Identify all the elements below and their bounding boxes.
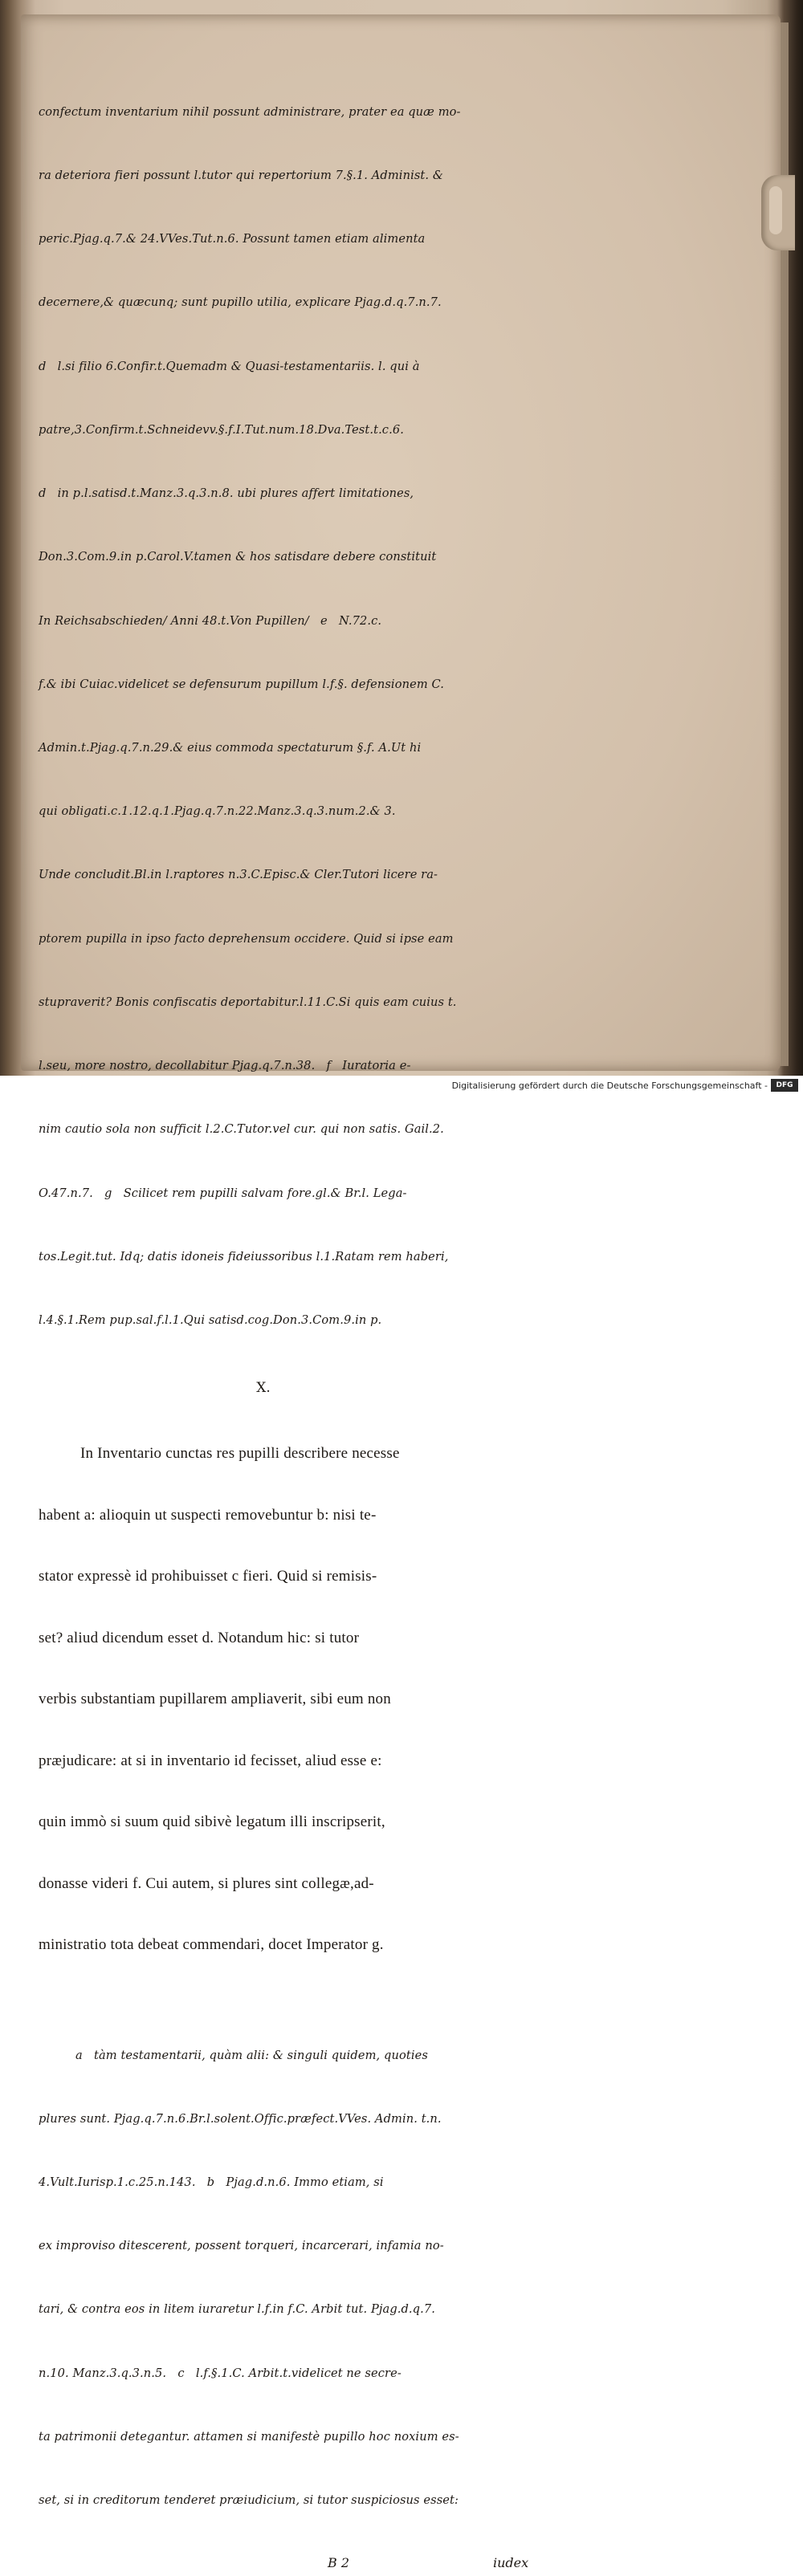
note-line: a tàm testamentarii, quàm alii: & singuli quidem, quoties bbox=[75, 2048, 428, 2062]
note-line: set, si in creditorum tenderet præiudicium, si tutor suspiciosus esset: bbox=[39, 2493, 459, 2508]
note-line: d l.si filio 6.Confir.t.Quemadm & Quasi-testamentariis. l. qui à bbox=[39, 359, 420, 373]
note-line: d in p.l.satisd.t.Manz.3.q.3.n.8. ubi plures affert limitationes, bbox=[39, 486, 414, 501]
body-line: ministratio tota debeat commendari, docet Imperator g. bbox=[39, 1936, 384, 1954]
note-line: tari, & contra eos in litem iuraretur l.f.in f.C. Arbit tut. Pjag.d.q.7. bbox=[39, 2302, 435, 2317]
note-line: f.& ibi Cuiac.videlicet se defensurum pupillum l.f.§. defensionem C. bbox=[39, 677, 444, 691]
page-text bbox=[39, 59, 536, 2576]
note-line: peric.Pjag.q.7.& 24.VVes.Tut.n.6. Possunt tamen etiam alimenta bbox=[39, 232, 426, 246]
body-line: verbis substantiam pupillarem ampliaverit, sibi eum non bbox=[39, 1691, 391, 1708]
note-line: stupraverit? Bonis confiscatis deportabitur.l.11.C.Si quis eam cuius t. bbox=[39, 995, 457, 1009]
body-line: stator expressè id prohibuisset c fieri. Quid si remisis- bbox=[39, 1568, 377, 1585]
section-heading: X. bbox=[256, 1380, 271, 1397]
page-clip-tab bbox=[769, 186, 782, 234]
note-line: patre,3.Confirm.t.Schneidevv.§.f.I.Tut.num.18.Dva.Test.t.c.6. bbox=[39, 422, 404, 437]
main-paragraph bbox=[39, 1402, 536, 1996]
note-line: l.4.§.1.Rem pup.sal.f.l.1.Qui satisd.cog.Don.3.Com.9.in p. bbox=[39, 1312, 382, 1327]
note-line: plures sunt. Pjag.q.7.n.6.Br.l.solent.Offic.præfect.VVes. Admin. t.n. bbox=[39, 2111, 442, 2126]
note-line: Don.3.Com.9.in p.Carol.V.tamen & hos satisdare debere constituit bbox=[39, 550, 437, 564]
footnotes-bottom bbox=[39, 2003, 536, 2554]
signature-mark: B 2 bbox=[328, 2555, 350, 2571]
body-line: præjudicare: at si in inventario id fecisset, aliud esse e: bbox=[39, 1752, 382, 1769]
note-line: O.47.n.7. g Scilicet rem pupilli salvam fore.gl.& Br.l. Lega- bbox=[39, 1186, 407, 1200]
note-line: Unde concludit.Bl.in l.raptores n.3.C.Episc.& Cler.Tutori licere ra- bbox=[39, 868, 438, 882]
note-line: confectum inventarium nihil possunt administrare, prater ea quæ mo- bbox=[39, 104, 461, 119]
note-line: qui obligati.c.1.12.q.1.Pjag.q.7.n.22.Manz.3.q.3.num.2.& 3. bbox=[39, 804, 396, 819]
note-line: l.seu, more nostro, decollabitur Pjag.q.7.n.38. f Iuratoria e- bbox=[39, 1059, 411, 1073]
page-foot bbox=[39, 2555, 536, 2576]
body-line: set? aliud dicendum esset d. Notandum hic: si tutor bbox=[39, 1629, 360, 1646]
footnotes-top bbox=[39, 59, 536, 1373]
note-line: 4.Vult.Iurisp.1.c.25.n.143. b Pjag.d.n.6. Immo etiam, si bbox=[39, 2175, 384, 2189]
body-line: habent a: alioquin ut suspecti removebuntur b: nisi te- bbox=[39, 1506, 377, 1524]
note-line: Admin.t.Pjag.q.7.n.29.& eius commoda spectaturum §.f. A.Ut hi bbox=[39, 741, 422, 755]
body-line: quin immò si suum quid sibivè legatum illi inscripserit, bbox=[39, 1813, 385, 1831]
funding-credit: Digitalisierung gefördert durch die Deutsche Forschungsgemeinschaft - bbox=[451, 1080, 768, 1091]
body-line: In Inventario cunctas res pupilli describere necesse bbox=[80, 1445, 400, 1463]
body-line: donasse videri f. Cui autem, si plures sint collegæ,ad- bbox=[39, 1874, 374, 1892]
note-line: ex improviso ditescerent, possent torqueri, incarcerari, infamia no- bbox=[39, 2239, 444, 2253]
note-line: n.10. Manz.3.q.3.n.5. c l.f.§.1.C. Arbit.t.videlicet ne secre- bbox=[39, 2366, 402, 2380]
note-line: In Reichsabschieden/ Anni 48.t.Von Pupillen/ e N.72.c. bbox=[39, 613, 382, 628]
note-line: tos.Legit.tut. Idq; datis idoneis fideiussoribus l.1.Ratam rem haberi, bbox=[39, 1249, 449, 1264]
digitization-footer bbox=[0, 1076, 803, 1097]
note-line: ptorem pupilla in ipso facto deprehensum occidere. Quid si ipse eam bbox=[39, 931, 454, 946]
dfg-logo[interactable]: DFG bbox=[771, 1079, 798, 1092]
catchword: iudex bbox=[493, 2555, 529, 2571]
note-line: ta patrimonii detegantur. attamen si manifestè pupillo hoc noxium es- bbox=[39, 2429, 459, 2444]
note-line: nim cautio sola non sufficit l.2.C.Tutor.vel cur. qui non satis. Gail.2. bbox=[39, 1122, 444, 1137]
note-line: ra deteriora fieri possunt l.tutor qui repertorium 7.§.1. Administ. & bbox=[39, 169, 443, 183]
note-line: decernere,& quæcunq; sunt pupillo utilia, explicare Pjag.d.q.7.n.7. bbox=[39, 295, 442, 310]
